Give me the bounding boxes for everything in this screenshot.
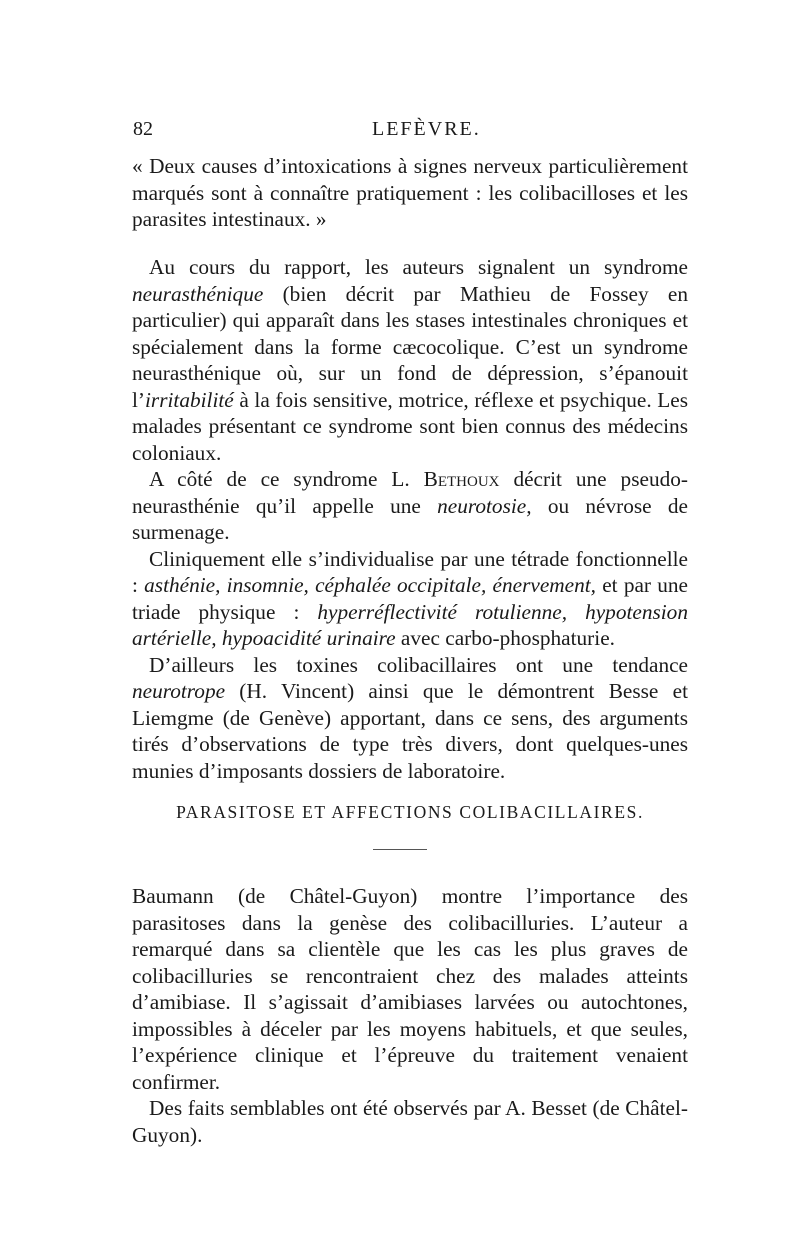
text-run: (H. Vincent) ainsi que le démontrent Besse et Liemgme (de Genève) apportant, dans ce sens, des arguments tirés d’observations de type très divers, dont quelques-unes munies d’imposants dossiers de laboratoire.	[132, 679, 688, 783]
author-name: Bethoux	[423, 467, 500, 491]
paragraph-neurotrope-toxins	[132, 652, 688, 785]
text-run: ou névrose de surmenage.	[132, 493, 688, 544]
main-text-section-1	[132, 254, 688, 784]
italic-term: asthénie, insomnie, céphalée occipitale, énervement,	[144, 573, 596, 597]
text-run: A côté de ce syndrome L.	[149, 467, 424, 491]
page-header	[133, 118, 688, 144]
text-run: à la fois sensitive, motrice, réflexe et psychique. Les malades présentant ce syndrome sont bien connus des médecins coloniaux.	[132, 387, 688, 465]
italic-term: neurasthénique	[132, 281, 264, 306]
paragraph-pseudo-neurasthenia	[132, 466, 688, 546]
italic-term: neurotrope	[132, 679, 226, 703]
text-run: Cliniquement elle s’individualise par une tétrade fonctionnelle :	[132, 546, 688, 597]
running-title: LEFÈVRE.	[372, 118, 481, 140]
section-heading: PARASITOSE ET AFFECTIONS COLIBACILLAIRES.	[176, 802, 644, 822]
text-run: et par une triade physique :	[132, 573, 688, 624]
paragraph-besset: Des faits semblables ont été observés par A. Besset (de Châtel-Guyon).	[132, 1096, 688, 1147]
quote-block	[132, 153, 688, 233]
paragraph-baumann: Baumann (de Châtel-Guyon) montre l’importance des parasitoses dans la genèse des colibacilluries. L’auteur a remarqué dans sa clientèle que les cas les plus graves de colibacilluries se rencontraient chez des malades atteints d’amibiase. Il s’agissait d’amibiases larvées ou autochtones, impossibles à déceler par les moyens habituels, et que seules, l’expérience clinique et l’épreuve du traitement venaient confirmer.	[132, 884, 688, 1094]
section-divider	[373, 849, 427, 850]
text-run: avec carbo-phosphaturie.	[395, 626, 615, 650]
paragraph-neurasthenic-syndrome	[132, 254, 688, 466]
page-number: 82	[133, 118, 153, 140]
text-run: D’ailleurs les toxines colibacillaires ont une tendance	[149, 652, 688, 677]
italic-term: neurotosie,	[437, 493, 532, 518]
text-run: décrit une pseudo-neurasthénie qu’il appelle une	[132, 467, 688, 518]
text-run: Au cours du rapport, les auteurs signalent un syndrome	[149, 255, 688, 279]
italic-term: hyperréflectivité rotulienne, hypotension artérielle, hypoacidité urinaire	[132, 599, 688, 650]
main-text-section-2	[132, 883, 688, 1148]
quote-paragraph: « Deux causes d’intoxications à signes nerveux particulièrement marqués sont à connaître pratiquement : les colibacilloses et les parasites intestinaux. »	[132, 154, 688, 231]
paragraph-clinical-tetrad	[132, 546, 688, 652]
italic-term: irritabilité	[145, 387, 234, 412]
text-run: (bien décrit par Mathieu de Fossey en particulier) qui apparaît dans les stases intestinales chroniques et spécialement dans la forme cæcocolique. C’est un syndrome neurasthénique où, sur un fond de dépression, s’épanouit l’	[132, 281, 688, 412]
